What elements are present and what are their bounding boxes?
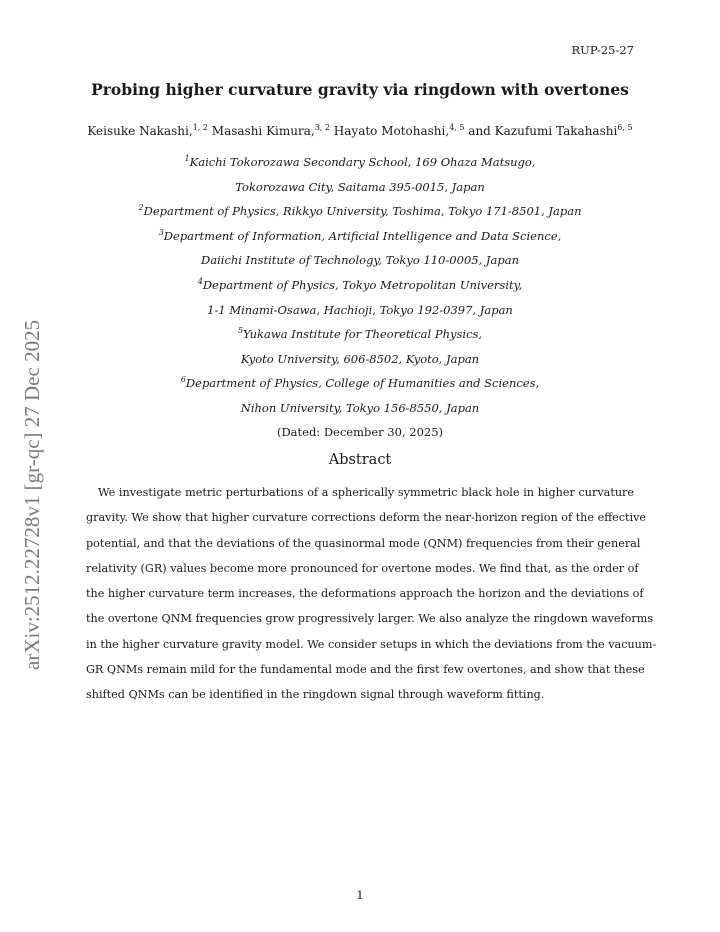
abstract-line: the higher curvature term increases, the deformations approach the horizon and the deviations of (86, 587, 644, 601)
affiliation-line: Kyoto University, 606-8502, Kyoto, Japan (240, 351, 480, 366)
abstract-line: gravity. We show that higher curvature corrections deform the near-horizon region of the effective (86, 511, 647, 525)
affiliation-line: $^6$Department of Physics, College of Humanities and Sciences, (180, 375, 540, 391)
abstract-line: GR QNMs remain mild for the fundamental mode and the first few overtones, and show that these (86, 663, 645, 677)
report-number: RUP-25-27 (571, 43, 634, 57)
affiliation-line: Nihon University, Tokyo 156-8550, Japan (240, 400, 480, 415)
author: Kazufumi Takahashi$^{6, 5}$ (494, 123, 633, 138)
affiliation-line: $^5$Yukawa Institute for Theoretical Physics, (237, 326, 483, 341)
abstract-line: the overtone QNM frequencies grow progressively larger. We also analyze the ringdown waveforms (86, 612, 654, 626)
dated-line: (Dated: December 30, 2025) (276, 425, 444, 439)
affiliation-line: 1-1 Minami-Osawa, Hachioji, Tokyo 192-0397, Japan (207, 302, 513, 317)
page-number: 1 (356, 888, 364, 902)
abstract-line: potential, and that the deviations of the quasinormal mode (QNM) frequencies from their general (86, 536, 641, 550)
abstract-line: relativity (GR) values become more pronounced for overtone modes. We find that, as the order of (86, 561, 639, 575)
affiliation-line: Daiichi Institute of Technology, Tokyo 110-0005, Japan (201, 253, 519, 268)
author: Hayato Motohashi,$^{4, 5}$ and (333, 123, 495, 138)
paper-title: Probing higher curvature gravity via ringdown with overtones (91, 80, 629, 99)
abstract-body (86, 480, 657, 708)
author: Masashi Kimura,$^{3, 2}$ (211, 123, 330, 138)
affiliation-line: $^1$Kaichi Tokorozawa Secondary School, 169 Ohaza Matsugo, (184, 154, 536, 169)
abstract-line: shifted QNMs can be identified in the ringdown signal through waveform fitting. (86, 688, 545, 702)
author-list (0, 123, 720, 138)
abstract-line: We investigate metric perturbations of a spherically symmetric black hole in higher curvature (98, 486, 634, 499)
affiliation-line: $^3$Department of Information, Artificial Intelligence and Data Science, (158, 227, 562, 243)
affiliation-line: Tokorozawa City, Saitama 395-0015, Japan (235, 179, 485, 194)
affiliation-line: $^4$Department of Physics, Tokyo Metropolitan University, (197, 276, 523, 292)
arxiv-stamp: arXiv:2512.22728v1 [gr-qc] 27 Dec 2025 (20, 319, 44, 670)
author: Keisuke Nakashi,$^{1, 2}$ (87, 123, 208, 138)
affiliation-line: $^2$Department of Physics, Rikkyo University, Toshima, Tokyo 171-8501, Japan (138, 203, 582, 219)
affiliation-list (0, 150, 720, 421)
abstract-heading: Abstract (328, 452, 392, 468)
abstract-line: in the higher curvature gravity model. We consider setups in which the deviations from the vacuum- (86, 637, 657, 651)
